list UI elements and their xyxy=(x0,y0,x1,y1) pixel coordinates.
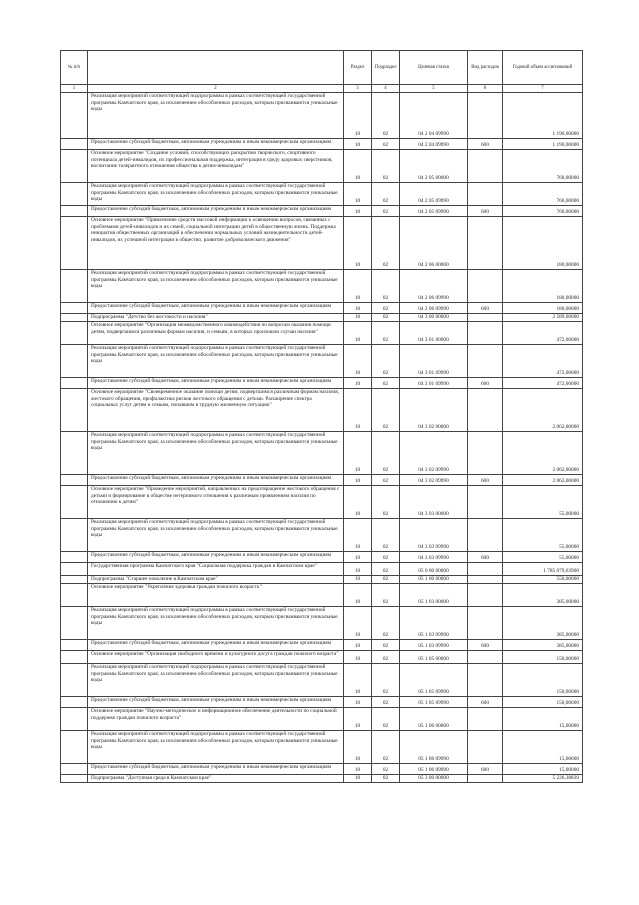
table-row xyxy=(61,378,583,389)
row-amount-cell: 180,00000 xyxy=(503,303,583,314)
row-razdel-cell: 10 xyxy=(344,563,372,576)
row-expense-type-cell xyxy=(468,664,503,697)
row-amount-cell: 385,00000 xyxy=(503,640,583,651)
row-expense-type-cell xyxy=(468,576,503,584)
row-number-cell xyxy=(61,270,88,303)
row-name-cell: Предоставление субсидий бюджетным, автономным учреждениям и иным некоммерческим организациям xyxy=(88,206,344,217)
table-row xyxy=(61,314,583,322)
row-target-article-cell: 04 3 02 00000 xyxy=(400,389,468,432)
table-row xyxy=(61,519,583,552)
row-amount-cell: 2 062,00000 xyxy=(503,475,583,486)
row-number-cell xyxy=(61,378,88,389)
row-name-cell: Основное мероприятие "Организация свободного времени и культурного досуга граждан пожилого возраста" xyxy=(88,651,344,664)
row-razdel-cell: 10 xyxy=(344,607,372,640)
row-amount-cell: 2 062,00000 xyxy=(503,432,583,475)
row-expense-type-cell: 600 xyxy=(468,139,503,150)
row-name-cell: Предоставление субсидий бюджетным, автономным учреждениям и иным некоммерческим организациям xyxy=(88,139,344,150)
row-podrazdel-cell: 02 xyxy=(372,486,400,519)
row-expense-type-cell: 600 xyxy=(468,475,503,486)
row-target-article-cell: 05 1 06 00000 xyxy=(400,708,468,731)
table-row xyxy=(61,584,583,607)
row-razdel-cell: 10 xyxy=(344,708,372,731)
row-name-cell: Предоставление субсидий бюджетным, автономным учреждениям и иным некоммерческим организациям xyxy=(88,475,344,486)
row-podrazdel-cell: 02 xyxy=(372,519,400,552)
row-number-cell xyxy=(61,764,88,775)
row-amount-cell: 472,00000 xyxy=(503,378,583,389)
row-podrazdel-cell: 02 xyxy=(372,775,400,783)
row-name-cell: Реализация мероприятий соответствующей подпрограммы в рамках соответствующей государственной программы Камчатского края, за исключением обособленных расходов, которым присваиваются уникальные коды xyxy=(88,432,344,475)
row-razdel-cell: 10 xyxy=(344,93,372,139)
row-amount-cell: 55,00000 xyxy=(503,552,583,563)
row-podrazdel-cell: 02 xyxy=(372,697,400,708)
row-podrazdel-cell: 02 xyxy=(372,432,400,475)
row-target-article-cell: 05 1 00 00000 xyxy=(400,576,468,584)
row-amount-cell: 385,00000 xyxy=(503,607,583,640)
row-number-cell xyxy=(61,775,88,783)
table-row xyxy=(61,708,583,731)
table-row xyxy=(61,651,583,664)
table-row xyxy=(61,640,583,651)
row-name-cell: Предоставление субсидий бюджетным, автономным учреждениям и иным некоммерческим организациям xyxy=(88,640,344,651)
column-number-row xyxy=(61,85,583,93)
row-amount-cell: 1 785 079,63900 xyxy=(503,563,583,576)
row-razdel-cell: 10 xyxy=(344,640,372,651)
row-expense-type-cell xyxy=(468,314,503,322)
row-target-article-cell: 05 1 05 09990 xyxy=(400,697,468,708)
row-podrazdel-cell: 02 xyxy=(372,731,400,764)
row-number-cell xyxy=(61,584,88,607)
row-name-cell: Основное мероприятие "Своевременное оказание помощи детям, подвергшимся различным формам насилия, жестокого обращения, профилактика рисков жестокого обращения с детьми. Расширение спектра социальных услуг детям и семьям, попавшим в трудную жизненную ситуацию" xyxy=(88,389,344,432)
header-podrazdel: Подраздел xyxy=(372,51,400,85)
table-row xyxy=(61,563,583,576)
row-amount-cell: 550,00000 xyxy=(503,576,583,584)
row-podrazdel-cell: 02 xyxy=(372,303,400,314)
row-amount-cell: 760,00000 xyxy=(503,150,583,183)
row-name-cell: Реализация мероприятий соответствующей подпрограммы в рамках соответствующей государственной программы Камчатского края, за исключением обособленных расходов, которым присваиваются уникальные коды xyxy=(88,345,344,378)
row-target-article-cell: 04 2 05 00000 xyxy=(400,150,468,183)
row-name-cell: Предоставление субсидий бюджетным, автономным учреждениям и иным некоммерческим организациям xyxy=(88,378,344,389)
row-target-article-cell: 04 3 01 09990 xyxy=(400,345,468,378)
row-expense-type-cell xyxy=(468,150,503,183)
row-podrazdel-cell: 02 xyxy=(372,183,400,206)
table-row xyxy=(61,775,583,783)
row-name-cell: Подпрограмма "Доступная среда в Камчатском крае" xyxy=(88,775,344,783)
row-razdel-cell: 10 xyxy=(344,486,372,519)
row-number-cell xyxy=(61,345,88,378)
row-razdel-cell: 10 xyxy=(344,764,372,775)
row-expense-type-cell xyxy=(468,651,503,664)
row-target-article-cell: 05 1 06 09990 xyxy=(400,731,468,764)
row-razdel-cell: 10 xyxy=(344,584,372,607)
row-number-cell xyxy=(61,389,88,432)
row-target-article-cell: 04 2 04 09990 xyxy=(400,93,468,139)
row-amount-cell: 55,00000 xyxy=(503,519,583,552)
row-target-article-cell: 04 2 06 00000 xyxy=(400,217,468,270)
row-amount-cell: 1 190,00000 xyxy=(503,139,583,150)
row-razdel-cell: 10 xyxy=(344,432,372,475)
row-razdel-cell: 10 xyxy=(344,576,372,584)
row-name-cell: Основное мероприятие "Научно-методическое и информационное обеспечение деятельности по социальной поддержке граждан пожилого возраста" xyxy=(88,708,344,731)
column-number: 1 xyxy=(61,85,88,93)
row-expense-type-cell: 600 xyxy=(468,378,503,389)
row-number-cell xyxy=(61,183,88,206)
row-podrazdel-cell: 02 xyxy=(372,664,400,697)
row-podrazdel-cell: 02 xyxy=(372,764,400,775)
row-podrazdel-cell: 02 xyxy=(372,139,400,150)
row-number-cell xyxy=(61,217,88,270)
header-number: № п/п xyxy=(61,51,88,85)
row-expense-type-cell: 600 xyxy=(468,303,503,314)
row-razdel-cell: 10 xyxy=(344,475,372,486)
table-row xyxy=(61,206,583,217)
row-razdel-cell: 10 xyxy=(344,217,372,270)
row-number-cell xyxy=(61,475,88,486)
row-amount-cell: 180,00000 xyxy=(503,217,583,270)
row-target-article-cell: 04 2 04 09990 xyxy=(400,139,468,150)
header-row xyxy=(61,51,583,85)
row-expense-type-cell: 600 xyxy=(468,552,503,563)
row-razdel-cell: 10 xyxy=(344,552,372,563)
row-podrazdel-cell: 02 xyxy=(372,563,400,576)
row-number-cell xyxy=(61,93,88,139)
row-expense-type-cell xyxy=(468,270,503,303)
table-row xyxy=(61,217,583,270)
row-target-article-cell: 04 3 01 00000 xyxy=(400,322,468,345)
row-amount-cell: 15,00000 xyxy=(503,731,583,764)
row-target-article-cell: 04 2 06 09990 xyxy=(400,303,468,314)
table-row xyxy=(61,764,583,775)
row-amount-cell: 2 589,00000 xyxy=(503,314,583,322)
row-name-cell: Основное мероприятие "Создание условий, способствующих раскрытию творческого, спортивного потенциала детей-инвалидов, их профессиональная поддержка, интеграция в среду здоровых сверстников, воспитание толерантного отношения общества к детям-инвалидам" xyxy=(88,150,344,183)
row-number-cell xyxy=(61,708,88,731)
row-target-article-cell: 04 3 00 00000 xyxy=(400,314,468,322)
row-target-article-cell: 04 3 03 09990 xyxy=(400,552,468,563)
row-name-cell: Основное мероприятие "Организация межведомственного взаимодействия по вопросам оказания помощи детям, подвергшимся различным формам насилия, и семьям, в которых произошли случаи насилия" xyxy=(88,322,344,345)
table-row xyxy=(61,345,583,378)
row-razdel-cell: 10 xyxy=(344,345,372,378)
row-target-article-cell: 05 1 03 09990 xyxy=(400,607,468,640)
row-razdel-cell: 10 xyxy=(344,322,372,345)
row-razdel-cell: 10 xyxy=(344,183,372,206)
row-name-cell: Реализация мероприятий соответствующей подпрограммы в рамках соответствующей государственной программы Камчатского края, за исключением обособленных расходов, которым присваиваются уникальные коды xyxy=(88,607,344,640)
row-podrazdel-cell: 02 xyxy=(372,93,400,139)
row-amount-cell: 760,00000 xyxy=(503,206,583,217)
row-podrazdel-cell: 02 xyxy=(372,150,400,183)
row-expense-type-cell: 600 xyxy=(468,206,503,217)
table-row xyxy=(61,93,583,139)
row-name-cell: Подпрограмма "Старшее поколение в Камчатском крае" xyxy=(88,576,344,584)
row-podrazdel-cell: 02 xyxy=(372,576,400,584)
row-razdel-cell: 10 xyxy=(344,651,372,664)
table-row xyxy=(61,389,583,432)
row-razdel-cell: 10 xyxy=(344,270,372,303)
row-number-cell xyxy=(61,651,88,664)
row-number-cell xyxy=(61,640,88,651)
row-razdel-cell: 10 xyxy=(344,664,372,697)
row-expense-type-cell xyxy=(468,563,503,576)
row-amount-cell: 1 190,00000 xyxy=(503,93,583,139)
row-amount-cell: 180,00000 xyxy=(503,270,583,303)
table-row xyxy=(61,607,583,640)
row-number-cell xyxy=(61,486,88,519)
row-podrazdel-cell: 02 xyxy=(372,640,400,651)
row-amount-cell: 5 226,38820 xyxy=(503,775,583,783)
row-expense-type-cell xyxy=(468,345,503,378)
row-target-article-cell: 05 3 00 00000 xyxy=(400,775,468,783)
row-number-cell xyxy=(61,563,88,576)
row-expense-type-cell xyxy=(468,183,503,206)
row-target-article-cell: 04 2 05 09990 xyxy=(400,206,468,217)
header-name xyxy=(88,51,344,85)
row-target-article-cell: 05 1 03 00000 xyxy=(400,584,468,607)
row-amount-cell: 472,00000 xyxy=(503,345,583,378)
row-razdel-cell: 10 xyxy=(344,150,372,183)
table-row xyxy=(61,475,583,486)
table-body xyxy=(61,93,583,783)
row-name-cell: Реализация мероприятий соответствующей подпрограммы в рамках соответствующей государственной программы Камчатского края, за исключением обособленных расходов, которым присваиваются уникальные коды xyxy=(88,183,344,206)
row-number-cell xyxy=(61,519,88,552)
row-amount-cell: 55,00000 xyxy=(503,486,583,519)
row-name-cell: Основное мероприятие "Привлечение средств массовой информации к освещению вопросов, связанных с проблемами детей-инвалидов и их семей, социальной интеграции детей в общественную жизнь. Поддержка инициатив общественных организаций в обеспечении нормальных условий жизнедеятельности детей-инвалидов, их успешной интеграции в общество, развитие добровольческого движения" xyxy=(88,217,344,270)
row-number-cell xyxy=(61,664,88,697)
table-row xyxy=(61,664,583,697)
row-expense-type-cell xyxy=(468,322,503,345)
row-number-cell xyxy=(61,303,88,314)
row-number-cell xyxy=(61,322,88,345)
row-expense-type-cell: 600 xyxy=(468,697,503,708)
row-target-article-cell: 05 1 06 09990 xyxy=(400,764,468,775)
row-amount-cell: 150,00000 xyxy=(503,697,583,708)
table-row xyxy=(61,322,583,345)
row-razdel-cell: 10 xyxy=(344,206,372,217)
row-target-article-cell: 04 2 06 09990 xyxy=(400,270,468,303)
row-podrazdel-cell: 02 xyxy=(372,322,400,345)
row-expense-type-cell xyxy=(468,731,503,764)
row-name-cell: Предоставление субсидий бюджетным, автономным учреждениям и иным некоммерческим организациям xyxy=(88,764,344,775)
row-amount-cell: 150,00000 xyxy=(503,651,583,664)
row-target-article-cell: 04 3 02 09990 xyxy=(400,475,468,486)
row-target-article-cell: 04 3 01 09990 xyxy=(400,378,468,389)
row-number-cell xyxy=(61,150,88,183)
row-expense-type-cell xyxy=(468,607,503,640)
row-podrazdel-cell: 02 xyxy=(372,651,400,664)
row-number-cell xyxy=(61,314,88,322)
row-number-cell xyxy=(61,139,88,150)
table-row xyxy=(61,183,583,206)
row-name-cell: Реализация мероприятий соответствующей подпрограммы в рамках соответствующей государственной программы Камчатского края, за исключением обособленных расходов, которым присваиваются уникальные коды xyxy=(88,270,344,303)
row-name-cell: Предоставление субсидий бюджетным, автономным учреждениям и иным некоммерческим организациям xyxy=(88,303,344,314)
row-podrazdel-cell: 02 xyxy=(372,206,400,217)
header-target-article: Целевая статья xyxy=(400,51,468,85)
column-number: 2 xyxy=(88,85,344,93)
row-number-cell xyxy=(61,697,88,708)
row-name-cell: Основное мероприятие "Проведение мероприятий, направленных на предотвращение жестокого обращения с детьми и формирование в обществе нетерпимого отношения к различным проявлениям насилия по отношению к детям" xyxy=(88,486,344,519)
row-expense-type-cell xyxy=(468,93,503,139)
row-amount-cell: 150,00000 xyxy=(503,664,583,697)
row-podrazdel-cell: 02 xyxy=(372,314,400,322)
column-number: 3 xyxy=(344,85,372,93)
column-number: 5 xyxy=(400,85,468,93)
row-razdel-cell: 10 xyxy=(344,378,372,389)
row-expense-type-cell xyxy=(468,217,503,270)
row-number-cell xyxy=(61,576,88,584)
table-row xyxy=(61,731,583,764)
row-target-article-cell: 05 0 00 00000 xyxy=(400,563,468,576)
table-row xyxy=(61,432,583,475)
header-razdel: Раздел xyxy=(344,51,372,85)
row-razdel-cell: 10 xyxy=(344,303,372,314)
row-number-cell xyxy=(61,607,88,640)
row-number-cell xyxy=(61,432,88,475)
row-podrazdel-cell: 02 xyxy=(372,475,400,486)
row-amount-cell: 760,00000 xyxy=(503,183,583,206)
row-podrazdel-cell: 02 xyxy=(372,378,400,389)
row-name-cell: Реализация мероприятий соответствующей подпрограммы в рамках соответствующей государственной программы Камчатского края, за исключением обособленных расходов, которым присваиваются уникальные коды xyxy=(88,93,344,139)
row-name-cell: Основное мероприятие "Укрепление здоровья граждан пожилого возраста " xyxy=(88,584,344,607)
row-target-article-cell: 05 1 05 00000 xyxy=(400,651,468,664)
row-amount-cell: 385,00000 xyxy=(503,584,583,607)
row-target-article-cell: 04 3 03 09990 xyxy=(400,519,468,552)
row-razdel-cell: 10 xyxy=(344,731,372,764)
header-annual-volume: Годовой объем ассигнований xyxy=(503,51,583,85)
row-expense-type-cell: 600 xyxy=(468,764,503,775)
row-target-article-cell: 04 3 03 00000 xyxy=(400,486,468,519)
row-target-article-cell: 05 1 03 09990 xyxy=(400,640,468,651)
row-number-cell xyxy=(61,206,88,217)
row-expense-type-cell xyxy=(468,486,503,519)
row-podrazdel-cell: 02 xyxy=(372,217,400,270)
row-podrazdel-cell: 02 xyxy=(372,345,400,378)
column-number: 6 xyxy=(468,85,503,93)
row-expense-type-cell xyxy=(468,708,503,731)
row-expense-type-cell xyxy=(468,519,503,552)
row-podrazdel-cell: 02 xyxy=(372,708,400,731)
row-expense-type-cell xyxy=(468,389,503,432)
row-razdel-cell: 10 xyxy=(344,389,372,432)
row-name-cell: Реализация мероприятий соответствующей подпрограммы в рамках соответствующей государственной программы Камчатского края, за исключением обособленных расходов, которым присваиваются уникальные коды xyxy=(88,519,344,552)
row-expense-type-cell xyxy=(468,584,503,607)
row-razdel-cell: 10 xyxy=(344,314,372,322)
row-razdel-cell: 10 xyxy=(344,139,372,150)
row-name-cell: Государственная программа Камчатского края "Социальная поддержка граждан в Камчатском крае" xyxy=(88,563,344,576)
row-target-article-cell: 05 1 05 09990 xyxy=(400,664,468,697)
column-number: 7 xyxy=(503,85,583,93)
row-target-article-cell: 04 3 02 09990 xyxy=(400,432,468,475)
row-target-article-cell: 04 2 05 09990 xyxy=(400,183,468,206)
header-expense-type: Вид расходов xyxy=(468,51,503,85)
row-name-cell: Предоставление субсидий бюджетным, автономным учреждениям и иным некоммерческим организациям xyxy=(88,697,344,708)
row-podrazdel-cell: 02 xyxy=(372,607,400,640)
table-row xyxy=(61,303,583,314)
table-row xyxy=(61,270,583,303)
table-row xyxy=(61,697,583,708)
row-expense-type-cell xyxy=(468,775,503,783)
table-row xyxy=(61,552,583,563)
row-name-cell: Реализация мероприятий соответствующей подпрограммы в рамках соответствующей государственной программы Камчатского края, за исключением обособленных расходов, которым присваиваются уникальные коды xyxy=(88,664,344,697)
row-amount-cell: 15,00000 xyxy=(503,764,583,775)
row-number-cell xyxy=(61,731,88,764)
row-expense-type-cell: 600 xyxy=(468,640,503,651)
column-number: 4 xyxy=(372,85,400,93)
row-name-cell: Реализация мероприятий соответствующей подпрограммы в рамках соответствующей государственной программы Камчатского края, за исключением обособленных расходов, которым присваиваются уникальные коды xyxy=(88,731,344,764)
table-header xyxy=(61,51,583,93)
row-name-cell: Предоставление субсидий бюджетным, автономным учреждениям и иным некоммерческим организациям xyxy=(88,552,344,563)
row-amount-cell: 472,00000 xyxy=(503,322,583,345)
row-number-cell xyxy=(61,552,88,563)
row-expense-type-cell xyxy=(468,432,503,475)
table-row xyxy=(61,576,583,584)
budget-table xyxy=(60,50,583,783)
row-name-cell: Подпрограмма "Детство без жестокости и насилия" xyxy=(88,314,344,322)
row-podrazdel-cell: 02 xyxy=(372,552,400,563)
table-row xyxy=(61,139,583,150)
row-podrazdel-cell: 02 xyxy=(372,584,400,607)
table-row xyxy=(61,150,583,183)
row-razdel-cell: 10 xyxy=(344,697,372,708)
row-amount-cell: 15,00000 xyxy=(503,708,583,731)
table-row xyxy=(61,486,583,519)
row-podrazdel-cell: 02 xyxy=(372,389,400,432)
row-amount-cell: 2 062,00000 xyxy=(503,389,583,432)
row-podrazdel-cell: 02 xyxy=(372,270,400,303)
row-razdel-cell: 10 xyxy=(344,519,372,552)
row-razdel-cell: 10 xyxy=(344,775,372,783)
